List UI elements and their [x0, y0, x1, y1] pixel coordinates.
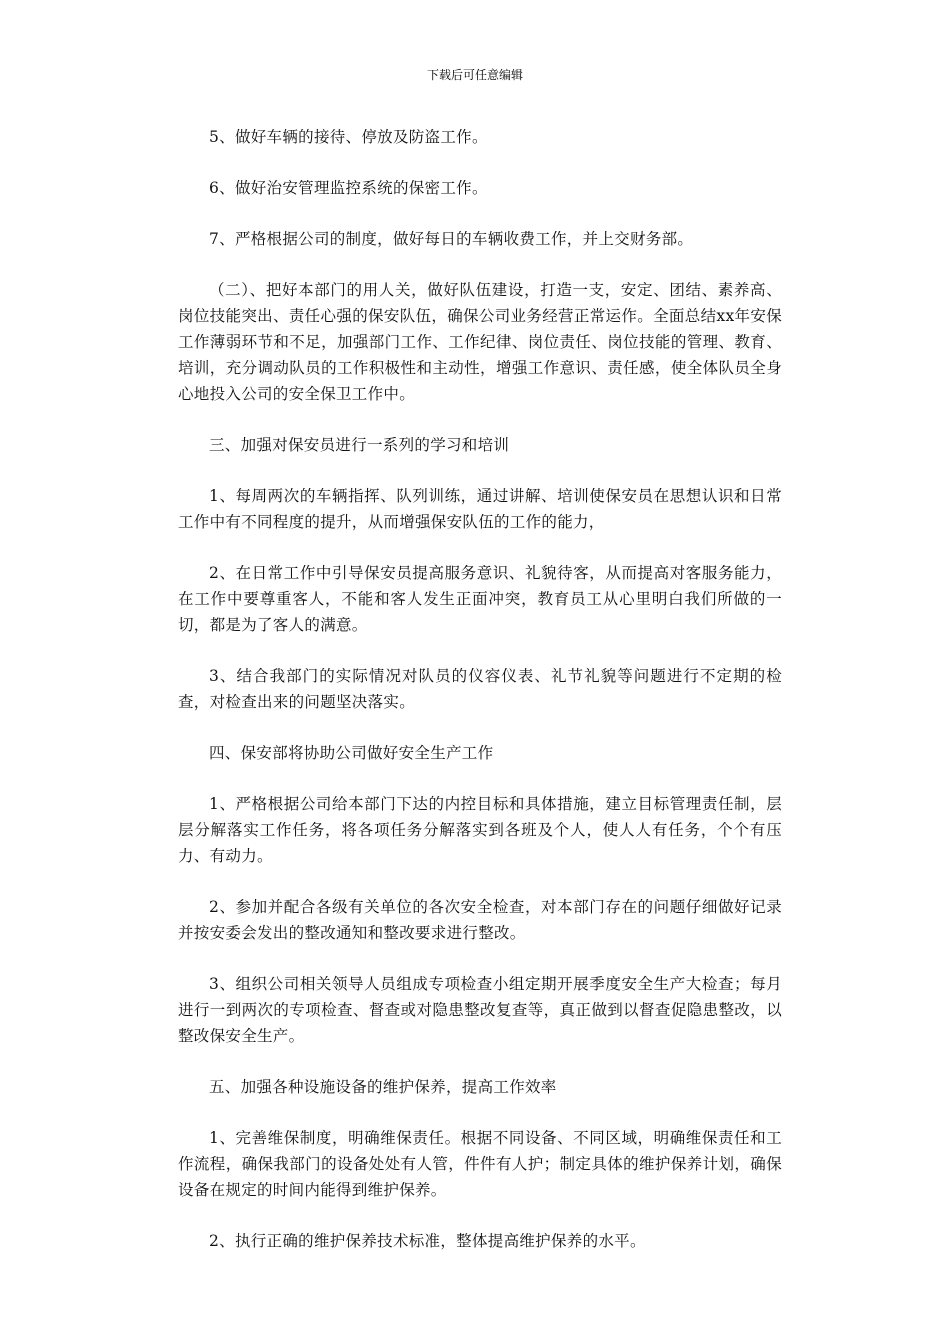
paragraph-4-2: 2、参加并配合各级有关单位的各次安全检查，对本部门存在的问题仔细做好记录并按安委会发出的整改通知和整改要求进行整改。 — [178, 898, 782, 942]
paragraph-item-7: 7、严格根据公司的制度，做好每日的车辆收费工作，并上交财务部。 — [209, 230, 694, 248]
paragraph-3-2: 2、在日常工作中引导保安员提高服务意识、礼貌待客，从而提高对客服务能力，在工作中要尊重客人，不能和客人发生正面冲突，教育员工从心里明白我们所做的一切，都是为了客人的满意。 — [178, 564, 782, 634]
section-heading-4: 四、保安部将协助公司做好安全生产工作 — [209, 744, 494, 762]
paragraph-3-1: 1、每周两次的车辆指挥、队列训练，通过讲解、培训使保安员在思想认识和日常工作中有不同程度的提升，从而增强保安队伍的工作的能力， — [178, 487, 782, 531]
section-heading-5: 五、加强各种设施设备的维护保养，提高工作效率 — [209, 1078, 557, 1096]
document-body — [178, 124, 782, 1279]
paragraph-item-6: 6、做好治安管理监控系统的保密工作。 — [209, 179, 488, 197]
paragraph-section-2: （二）、把好本部门的用人关，做好队伍建设，打造一支，安定、团结、素养高、岗位技能突出、责任心强的保安队伍，确保公司业务经营正常运作。全面总结xx年安保工作薄弱环节和不足，加强部门工作、工作纪律、岗位责任、岗位技能的管理、教育、培训，充分调动队员的工作积极性和主动性，增强工作意识、责任感，使全体队员全身心地投入公司的安全保卫工作中。 — [178, 281, 782, 403]
header-note: 下载后可任意编辑 — [426, 68, 523, 82]
paragraph-5-2: 2、执行正确的维护保养技术标准，整体提高维护保养的水平。 — [209, 1232, 646, 1250]
paragraph-4-1: 1、严格根据公司给本部门下达的内控目标和具体措施，建立目标管理责任制，层层分解落实工作任务，将各项任务分解落实到各班及个人，使人人有任务，个个有压力、有动力。 — [178, 795, 782, 865]
paragraph-4-3: 3、组织公司相关领导人员组成专项检查小组定期开展季度安全生产大检查；每月进行一到两次的专项检查、督查或对隐患整改复查等，真正做到以督查促隐患整改，以整改保安全生产。 — [178, 975, 782, 1045]
section-heading-3: 三、加强对保安员进行一系列的学习和培训 — [209, 436, 510, 454]
paragraph-5-1: 1、完善维保制度，明确维保责任。根据不同设备、不同区域，明确维保责任和工作流程，确保我部门的设备处处有人管，件件有人护；制定具体的维护保养计划，确保设备在规定的时间内能得到维护保养。 — [178, 1129, 782, 1199]
paragraph-3-3: 3、结合我部门的实际情况对队员的仪容仪表、礼节礼貌等问题进行不定期的检查，对检查出来的问题坚决落实。 — [178, 667, 782, 711]
paragraph-item-5: 5、做好车辆的接待、停放及防盗工作。 — [209, 128, 488, 146]
